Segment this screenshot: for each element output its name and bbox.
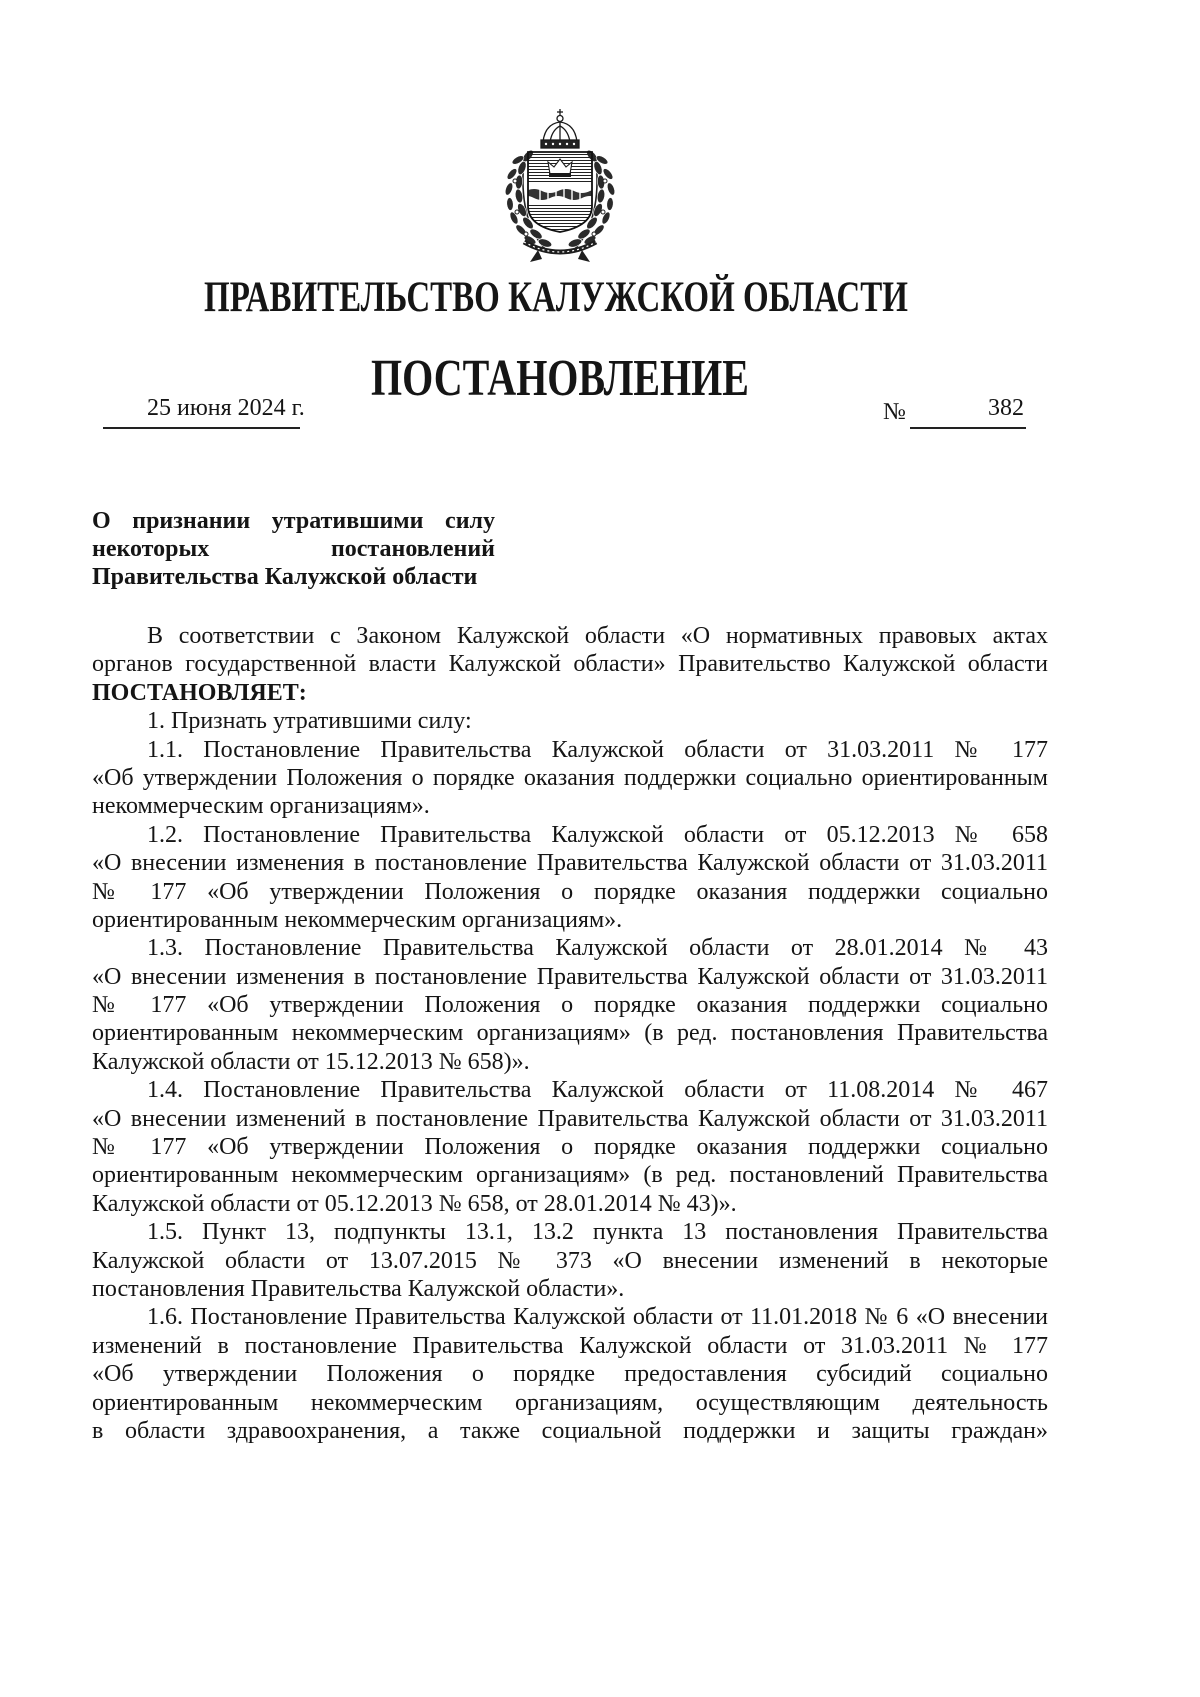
document-subject [92, 507, 495, 591]
text-line: «Об утверждении Положения о порядке оказания поддержки социально ориентированным [92, 764, 1048, 791]
crown-icon [541, 109, 579, 148]
clause-1-1 [92, 736, 1048, 821]
issuing-authority: ПРАВИТЕЛЬСТВО КАЛУЖСКОЙ ОБЛАСТИ [204, 274, 908, 322]
resolves-heading: ПОСТАНОВЛЯЕТ: [92, 679, 307, 706]
document-number: 382 [988, 395, 1024, 421]
text-line: «Об утверждении Положения о порядке предоставления субсидий социально [92, 1361, 1048, 1388]
text-line: некоммерческим организациям». [92, 793, 430, 820]
text-line: в области здравоохранения, а также социальной поддержки и защиты граждан» [92, 1417, 1048, 1444]
text-line: 1.1. Постановление Правительства Калужской области от 31.03.2011 № 177 [147, 736, 1048, 763]
text-line: Калужской области от 05.12.2013 № 658, от 28.01.2014 № 43)». [92, 1190, 737, 1217]
text-line: Калужской области от 13.07.2015 № 373 «О внесении изменений в некоторые [92, 1247, 1048, 1274]
text-line: «О внесении изменений в постановление Правительства Калужской области от 31.03.2011 [92, 1105, 1048, 1132]
text-line: «О внесении изменения в постановление Правительства Калужской области от 31.03.2011 [92, 850, 1048, 877]
clause-1-5 [92, 1218, 1048, 1303]
text-line: ориентированным некоммерческим организациям». [92, 906, 623, 933]
text-line: 1.3. Постановление Правительства Калужской области от 28.01.2014 № 43 [147, 935, 1048, 962]
subject-line: Правительства Калужской области [92, 564, 478, 590]
text-line: изменений в постановление Правительства Калужской области от 31.03.2011 № 177 [92, 1332, 1048, 1359]
coat-of-arms-icon [488, 108, 632, 264]
text-line: органов государственной власти Калужской области» Правительство Калужской области [92, 651, 1048, 678]
document-body [92, 622, 1048, 1445]
text-line: ориентированным некоммерческим организациям» (в ред. постановлений Правительства [92, 1162, 1048, 1189]
text-line: 1.5. Пункт 13, подпункты 13.1, 13.2 пункта 13 постановления Правительства [147, 1219, 1048, 1246]
clause-1-6 [92, 1303, 1048, 1445]
shield-icon [526, 150, 598, 234]
date-underline [103, 427, 300, 429]
text-line: «О внесении изменения в постановление Правительства Калужской области от 31.03.2011 [92, 963, 1048, 990]
text-line: № 177 «Об утверждении Положения о порядке оказания поддержки социально [92, 992, 1048, 1019]
text-line: № 177 «Об утверждении Положения о порядке оказания поддержки социально [92, 878, 1048, 905]
subject-line: О признании утратившими силу [92, 508, 495, 534]
preamble [92, 622, 1048, 707]
text-line: В соответствии с Законом Калужской области «О нормативных правовых актах [147, 623, 1048, 649]
subject-line: некоторых постановлений [92, 536, 495, 562]
number-label: № [883, 399, 906, 425]
document-type-title: ПОСТАНОВЛЕНИЕ [371, 348, 749, 407]
text-line: 1.6. Постановление Правительства Калужской области от 11.01.2018 № 6 «О внесении [147, 1304, 1048, 1331]
text-line: № 177 «Об утверждении Положения о порядке оказания поддержки социально [92, 1134, 1048, 1161]
text-line: ориентированным некоммерческим организациям, осуществляющим деятельность [92, 1389, 1048, 1416]
clause-1-2 [92, 821, 1048, 935]
text-line: постановления Правительства Калужской области». [92, 1275, 625, 1302]
text-line: 1.4. Постановление Правительства Калужской области от 11.08.2014 № 467 [147, 1077, 1048, 1104]
clause-1-4 [92, 1076, 1048, 1218]
document-date: 25 июня 2024 г. [147, 395, 305, 421]
clause-1: 1. Признать утратившими силу: [147, 708, 472, 735]
ribbon-icon [524, 242, 596, 262]
text-line: 1.2. Постановление Правительства Калужской области от 05.12.2013 № 658 [147, 821, 1048, 848]
clause-1-3 [92, 934, 1048, 1076]
number-underline [910, 427, 1026, 429]
text-line: Калужской области от 15.12.2013 № 658)». [92, 1048, 530, 1075]
text-line: ориентированным некоммерческим организациям» (в ред. постановления Правительства [92, 1020, 1048, 1047]
